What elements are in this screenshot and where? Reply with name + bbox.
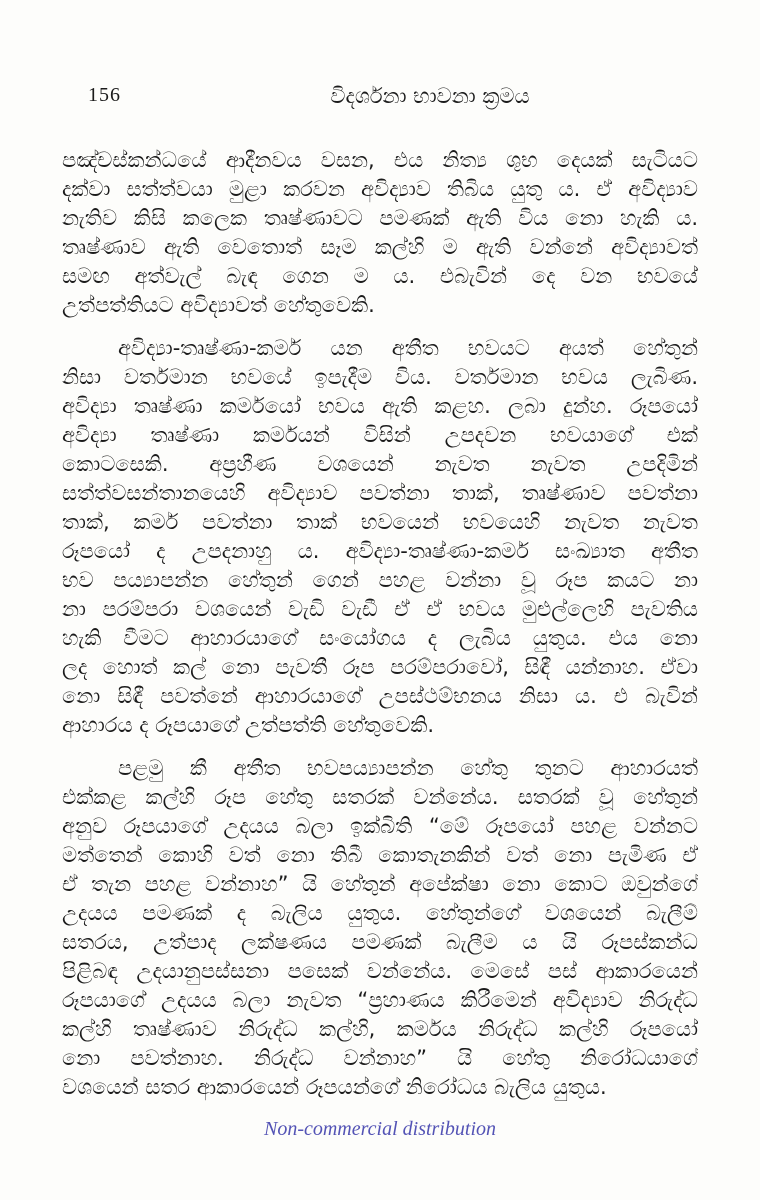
text-line: පිළිබඳ උදයානුපස්සනා පසෙක් වන්නේය. මෙසේ පස් ආකාරයෙන්	[62, 959, 698, 983]
paragraph	[62, 146, 698, 320]
text-line: මත්තෙන් කොහි වත් නො තිබී කොතැනකින් වත් නො පැමිණ ඒ	[62, 843, 698, 867]
text-line: ලද හොත් කල් නො පැවතී රූප පරම්පරාවෝ, සිඳී යන්නාහ. ඒවා	[62, 655, 698, 679]
text-line: නො පවත්නාහ. නිරුද්ධ වන්නාහ” යි හේතු නිරෝධයාගේ	[62, 1046, 698, 1070]
text-line: රූපයාගේ උදයය බලා නැවත “ප්‍රහාණය කිරීමෙන් අවිද්‍යාව නිරුද්ධ	[62, 988, 698, 1012]
text-line: උත්පත්තියට අවිද්‍යාවත් හේතුවෙකි.	[62, 293, 375, 317]
text-line: තෘෂ්ණාව ඇති වෙතොත් සෑම කල්හි ම ඇති වන්නේ අවිද්‍යාවත්	[62, 235, 698, 259]
text-line: සතරය, උත්පාද ලක්ෂණය පමණක් බැලීම ය යි රූපස්කන්ධ	[62, 930, 698, 954]
text-line: රූපයෝ ද උපදනාහු ය. අවිද්‍යා-තෘෂ්ණා-කර්ම සංඛ්‍යාත අතීත	[62, 539, 698, 563]
text-line: නො සිඳී පවත්නේ ආහාරයාගේ උපස්ථම්භනය නිසා ය. එ බැවින්	[62, 684, 698, 708]
text-line: තාක්, කර්ම පවත්නා තාක් භවයෙන් භවයෙහි නැවත නැවත	[62, 510, 698, 534]
paragraph	[62, 334, 698, 740]
text-line: ඒ තැන පහළ වන්නාහ” යි හේතුන් අපේක්ෂා නො කොට ඔවුන්ගේ	[62, 872, 698, 896]
page-header	[0, 84, 760, 114]
text-line: නා පරම්පරා වශයෙන් වැඩි වැඩී ඒ ඒ භවය මුළුල්ලෙහි පැවතිය	[62, 597, 698, 621]
page-title: විදර්ශනා භාවනා ක්‍රමය	[330, 84, 530, 108]
text-line: අවිද්‍යා-තෘෂ්ණා-කර්ම යන අතීත භවයට අයත් හේතුන්	[118, 336, 698, 360]
text-line: කල්හි තෘෂ්ණාව නිරුද්ධ කල්හි, කර්මය නිරුද්ධ කල්හි රූපයෝ	[62, 1017, 698, 1041]
text-line: පඤ්චස්කන්ධයේ ආදීනවය වසන, එය නිත්‍ය ශුභ දෙයක් සැටියට	[62, 148, 698, 172]
text-line: සමඟ අත්වැල් බැඳ ගෙන ම ය. එබැවින් දෙ වන භවයේ	[62, 264, 698, 288]
text-line: අවිද්‍යා තෘෂ්ණා කර්මයන් විසින් උපදවන භවයාගේ එක්	[62, 423, 698, 447]
text-line: හැකි වීමට ආහාරයාගේ සංයෝගය ද ලැබිය යුතුය. එය නො	[62, 626, 698, 650]
text-line: වශයෙන් සතර ආකාරයෙන් රූපයන්ගේ නිරෝධය බැලිය යුතුය.	[62, 1075, 607, 1099]
text-line: නිසා වර්තමාන භවයේ ඉපැදීම විය. වර්තමාන භවය ලැබිණ.	[62, 365, 698, 389]
page-number: 156	[88, 84, 121, 106]
text-line: එක්කළ කල්හි රූප හේතු සතරක් වන්නේය. සතරක් වූ හේතුන්	[62, 785, 698, 809]
body-text	[62, 146, 698, 1116]
text-line: පළමු කී අතීත භවපය්‍යාපන්න හේතු තුනට ආහාරයත්	[118, 756, 698, 780]
text-line: ආහාරය ද රූපයාගේ උත්පත්ති හේතුවෙකි.	[62, 713, 435, 737]
paragraph	[62, 754, 698, 1102]
text-line: අවිද්‍යා තෘෂ්ණා කර්මයෝ භවය ඇති කළහ. ලබා දුන්හ. රූපයෝ	[62, 394, 698, 418]
text-line: සත්ත්වසන්තානයෙහි අවිද්‍යාව පවත්නා තාක්, තෘෂ්ණාව පවත්නා	[62, 481, 698, 505]
text-line: භව පය්‍යාපන්න හේතුන් ගෙන් පහළ වන්නා වූ රූප කයට නා	[62, 568, 698, 592]
text-line: දක්වා සත්ත්වයා මුළා කරවන අවිද්‍යාව තිබිය යුතු ය. ඒ අවිද්‍යාව	[62, 177, 698, 201]
text-line: අනුව රූපයාගේ උදයය බලා ඉක්බිති “මේ රූපයෝ පහළ වන්නට	[62, 814, 698, 838]
text-line: නැතිව කිසි කලෙක තෘෂ්ණාවට පමණක් ඇති විය නො හැකි ය.	[62, 206, 698, 230]
text-line: කොටසෙකි. අප්‍රහීණ වශයෙන් නැවත නැවත උපදිමින්	[62, 452, 698, 476]
footer-note: Non-commercial distribution	[263, 1118, 497, 1140]
page-footer	[0, 1118, 760, 1141]
text-line: උදයය පමණක් ද බැලිය යුතුය. හේතුන්ගේ වශයෙන් බැලීම්	[62, 901, 698, 925]
